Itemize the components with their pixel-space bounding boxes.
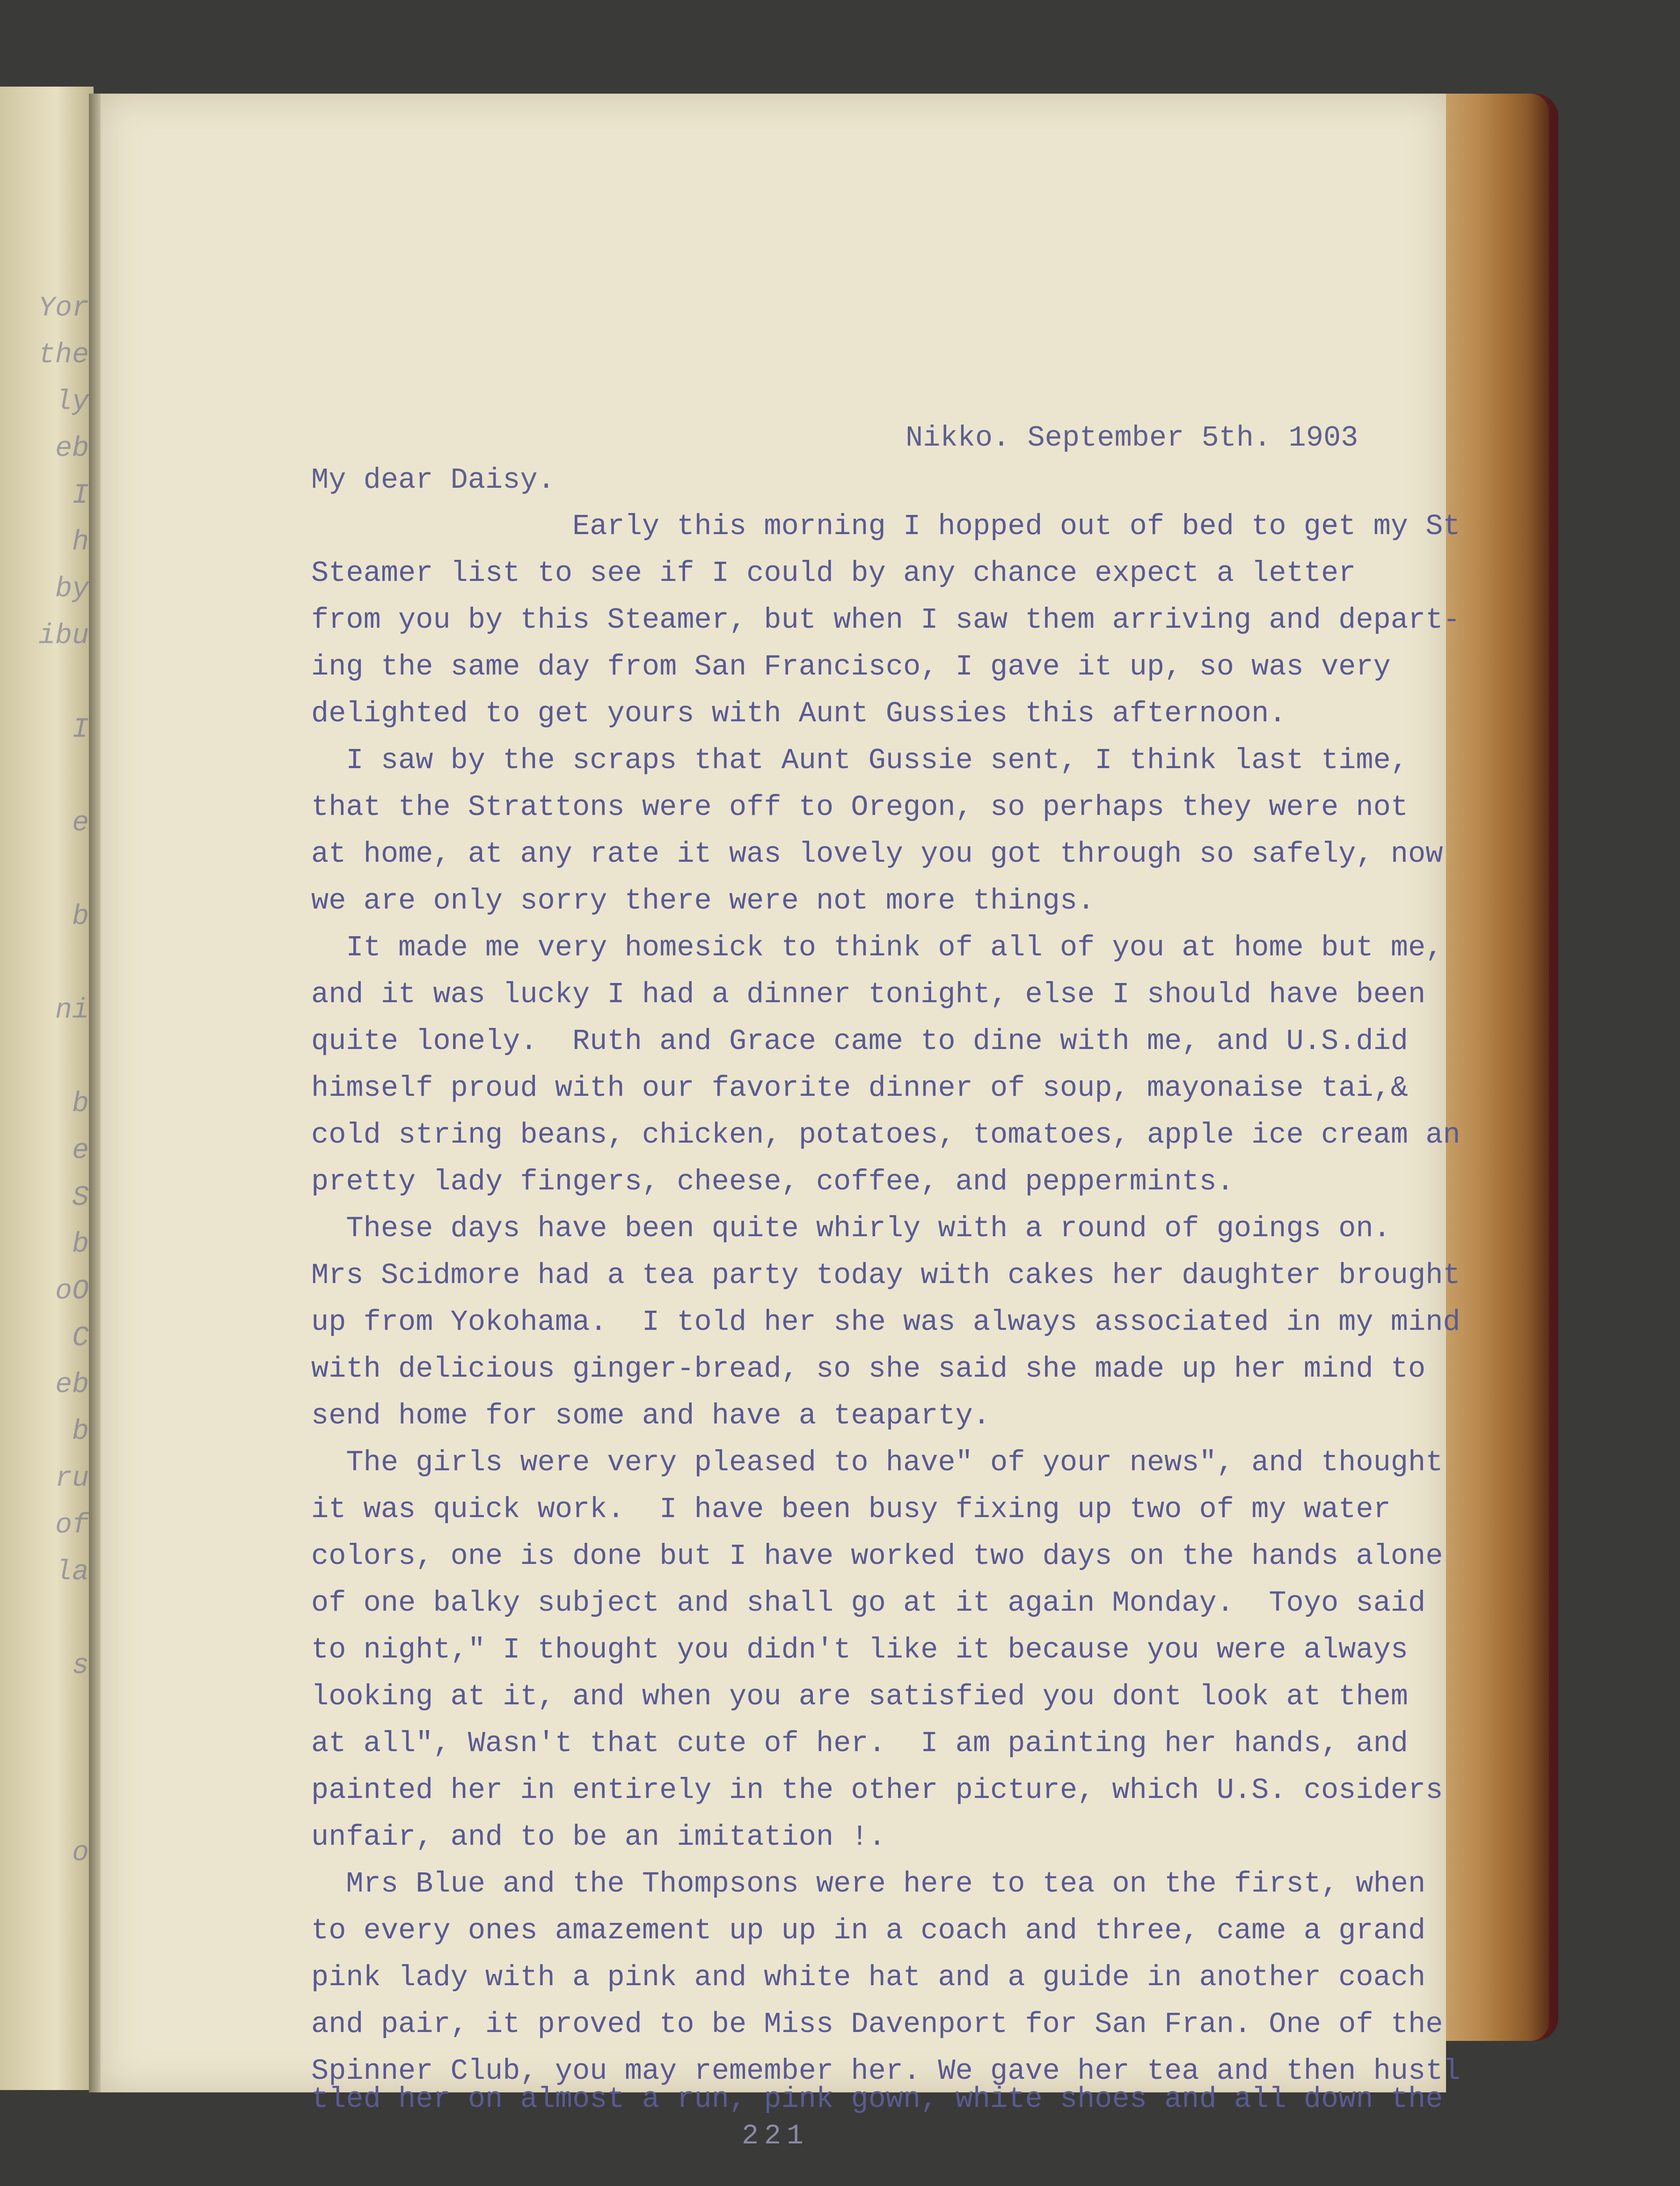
left-page-fragment: e [72,1135,89,1167]
letter-line: and pair, it proved to be Miss Davenport for San Fran. One of the [311,2008,1443,2041]
left-page-fragment: e [72,807,89,839]
letter-line: it was quick work. I have been busy fixing up two of my water [311,1493,1391,1526]
left-page-fragment: by [55,573,89,605]
letter-line: from you by this Steamer, but when I saw them arriving and depart- [311,603,1461,637]
page-edges [1441,94,1549,2041]
letter-line: to night," I thought you didn't like it because you were always [311,1633,1408,1666]
letter-line: I saw by the scraps that Aunt Gussie sent, I think last time, [311,744,1408,777]
letter-line: Early this morning I hopped out of bed to get my St [311,510,1461,543]
left-page-fragment: h [72,527,89,558]
left-page-fragment: b [72,901,89,933]
left-page-fragment: S [72,1182,89,1214]
letter-line: tled her on almost a run, pink gown, white shoes and all down the [311,2083,1443,2116]
letter-line: with delicious ginger-bread, so she said she made up her mind to [311,1352,1426,1386]
left-page-fragment: ni [55,995,89,1027]
letter-line: delighted to get yours with Aunt Gussies this afternoon. [311,697,1286,730]
left-page-fragment: la [55,1556,89,1588]
letter-line: we are only sorry there were not more things. [311,884,1095,917]
left-page-fragment: of [55,1510,89,1541]
letter-line: up from Yokohama. I told her she was always associated in my mind [311,1306,1461,1339]
left-page-fragment: b [72,1088,89,1120]
left-page-fragment: ibu [38,620,89,652]
letter-line: and it was lucky I had a dinner tonight, else I should have been [311,978,1426,1011]
letter-line: It made me very homesick to think of all of you at home but me, [311,931,1443,964]
letter-page [101,94,1461,2152]
left-page-fragment: I [72,714,89,746]
letter-line: ing the same day from San Francisco, I gave it up, so was very [311,650,1391,683]
left-page-fragment: C [72,1322,89,1354]
letter-line: himself proud with our favorite dinner of soup, mayonaise tai,& [311,1071,1408,1105]
letter-line: Mrs Blue and the Thompsons were here to tea on the first, when [311,1867,1426,1900]
letter-line: at all", Wasn't that cute of her. I am painting her hands, and [311,1727,1408,1760]
page-number: 221 [742,2120,810,2152]
letter-line: Mrs Scidmore had a tea party today with cakes her daughter brought [311,1259,1461,1292]
letter-line: that the Strattons were off to Oregon, so perhaps they were not [311,791,1408,824]
left-page-fragment: s [72,1650,89,1682]
left-page-fragment: ru [55,1463,89,1495]
left-page [0,87,94,2090]
letter-salutation: My dear Daisy. [311,463,555,497]
left-page-fragment: I [72,480,89,512]
letter-line: cold string beans, chicken, potatoes, tomatoes, apple ice cream an [311,1118,1461,1152]
letter-line: send home for some and have a teaparty. [311,1399,991,1432]
left-page-fragment: eb [55,433,89,465]
letter-line: to every ones amazement up up in a coach and three, came a grand [311,1914,1426,1947]
left-page-fragment: b [72,1416,89,1448]
letter-line: Steamer list to see if I could by any chance expect a letter [311,557,1356,590]
letter-line: These days have been quite whirly with a round of goings on. [311,1212,1391,1245]
letter-line: unfair, and to be an imitation !. [311,1820,886,1854]
left-page-fragment: the [38,339,89,371]
letter-date-header: Nikko. September 5th. 1903 [906,421,1359,455]
left-page-fragment: oO [55,1276,89,1307]
left-page-fragment: o [72,1837,89,1869]
left-page-fragment: eb [55,1369,89,1401]
letter-line: colors, one is done but I have worked two days on the hands alone [311,1540,1443,1573]
letter-line: looking at it, and when you are satisfied you dont look at them [311,1680,1408,1713]
letter-line: The girls were very pleased to have" of your news", and thought [311,1446,1443,1479]
letter-line: painted her in entirely in the other picture, which U.S. cosiders [311,1774,1443,1807]
left-page-fragment: b [72,1229,89,1261]
letter-line: pink lady with a pink and white hat and a guide in another coach [311,1961,1426,1994]
left-page-fragment: ly [55,386,89,418]
letter-line: pretty lady fingers, cheese, coffee, and peppermints. [311,1165,1234,1198]
letter-line: quite lonely. Ruth and Grace came to dine with me, and U.S.did [311,1025,1408,1058]
letter-line: Spinner Club, you may remember her. We gave her tea and then hustl [311,2054,1461,2088]
left-page-fragment: Yor [38,293,89,324]
letter-line: of one balky subject and shall go at it again Monday. Toyo said [311,1586,1426,1620]
letter-line: at home, at any rate it was lovely you got through so safely, now [311,837,1443,871]
